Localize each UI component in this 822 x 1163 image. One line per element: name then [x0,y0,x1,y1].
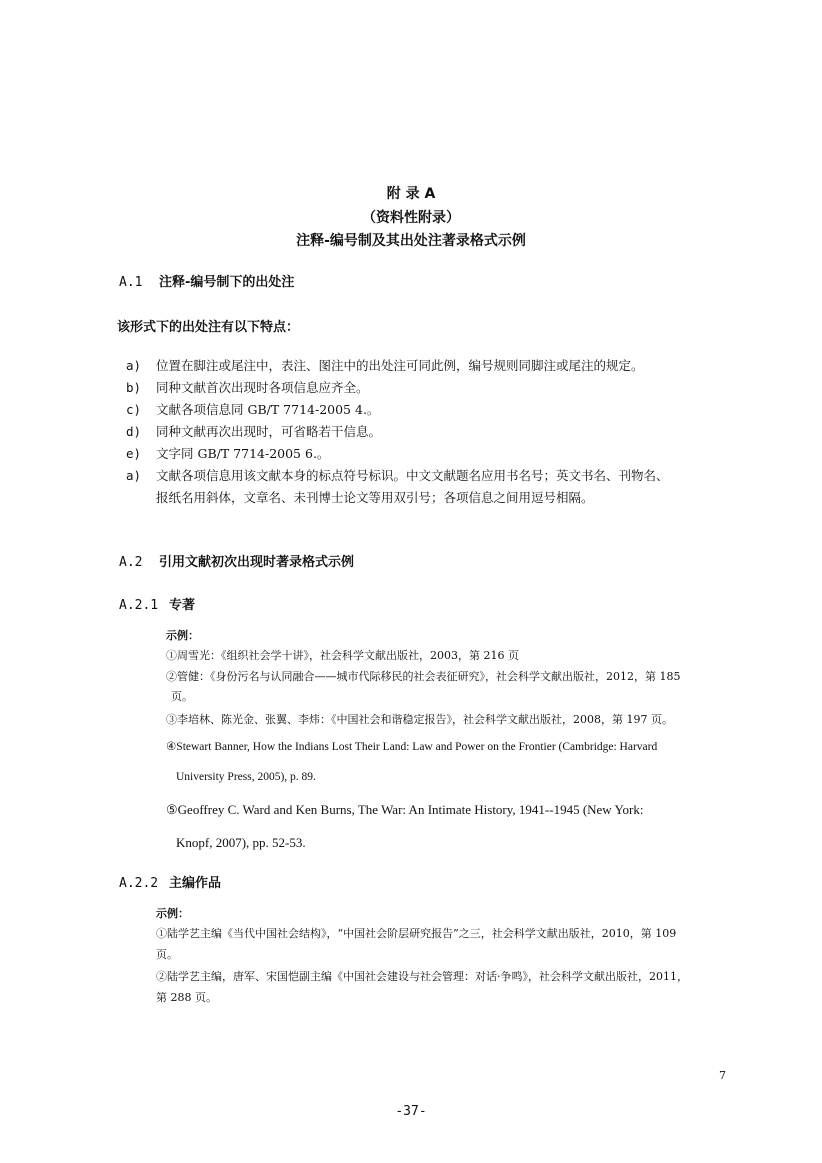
example-2: ②陆学艺主编，唐军、宋国恺副主编《中国社会建设与社会管理：对话·争鸣》，社会科学文献出版社，2011， [156,970,688,983]
list-item [126,422,381,440]
item-label: a) [126,468,142,483]
item-text: 同种文献再次出现时，可省略若干信息。 [156,424,382,439]
item-label: b) [126,380,142,395]
item-label: a) [126,358,142,373]
item-label: d) [126,424,142,439]
section-title: 主编作品 [169,876,222,891]
item-text: 位置在脚注或尾注中，表注、图注中的出处注可同此例，编号规则同脚注或尾注的规定。 [156,358,644,373]
section-title: 引用文献初次出现时著录格式示例 [159,555,355,570]
section-title: 注释-编号制下的出处注 [159,275,295,290]
list-item-continuation: 报纸名用斜体，文章名、未刊博士论文等用双引号；各项信息之间用逗号相隔。 [156,490,594,505]
item-text: 文献各项信息用该文献本身的标点符号标识。中文文献题名应用书名号；英文书名、刊物名、 [156,468,669,483]
example-3: ③李培林、陈光金、张翼、李炜：《中国社会和谐稳定报告》，社会科学文献出版社，2008，第 197 页。 [166,713,673,726]
example-label: 示例： [156,907,189,920]
item-text: 文献各项信息同 GB/T 7714-2005 4.。 [156,402,380,417]
example-1-cont: 页。 [156,948,178,961]
appendix-type: （资料性附录） [362,210,460,226]
list-item [126,466,669,484]
example-2-cont: 页。 [171,690,193,703]
appendix-label: 附 录 A [386,186,436,202]
section-title: 专著 [169,598,196,613]
item-label: e) [126,446,142,461]
list-item [126,400,379,418]
appendix-title: 注释-编号制及其出处注著录格式示例 [296,233,526,249]
section-a2-heading [119,551,354,570]
section-number: A.2.1 [119,598,159,613]
item-text: 同种文献首次出现时各项信息应齐全。 [156,380,369,395]
example-2-cont: 第 288 页。 [156,991,217,1004]
section-a1-heading [119,271,294,290]
page-number-global: -37- [395,1104,427,1119]
example-5-cont: Knopf, 2007), pp. 52-53. [176,835,306,850]
list-item [126,378,369,396]
item-text: 文字同 GB/T 7714-2005 6.。 [156,446,330,461]
list-item [126,444,329,462]
page-number-local: 7 [719,1069,726,1082]
section-number: A.2.2 [119,876,159,891]
example-5: ⑤Geoffrey C. Ward and Ken Burns, The War: An Intimate History, 1941--1945 (New York: [166,802,644,817]
example-1: ①周雪光：《组织社会学十讲》，社会科学文献出版社，2003，第 216 页 [166,649,519,662]
example-4: ④Stewart Banner, How the Indians Lost Their Land: Law and Power on the Frontier (Cambridge: Harvard [166,741,658,753]
section-a21-heading [119,594,195,613]
section-number: A.1 [119,275,143,290]
example-4-cont: University Press, 2005), p. 89. [176,771,316,783]
section-a22-heading [119,872,221,891]
a1-intro: 该形式下的出处注有以下特点： [117,320,300,335]
item-label: c) [126,402,142,417]
list-item [126,356,644,374]
example-2: ②管健：《身份污名与认同融合——城市代际移民的社会表征研究》，社会科学文献出版社，2012，第 185 [166,670,681,683]
section-number: A.2 [119,555,143,570]
example-1: ①陆学艺主编《当代中国社会结构》，“中国社会阶层研究报告”之三，社会科学文献出版社，2010，第 109 [156,927,677,940]
example-label: 示例： [166,629,199,642]
